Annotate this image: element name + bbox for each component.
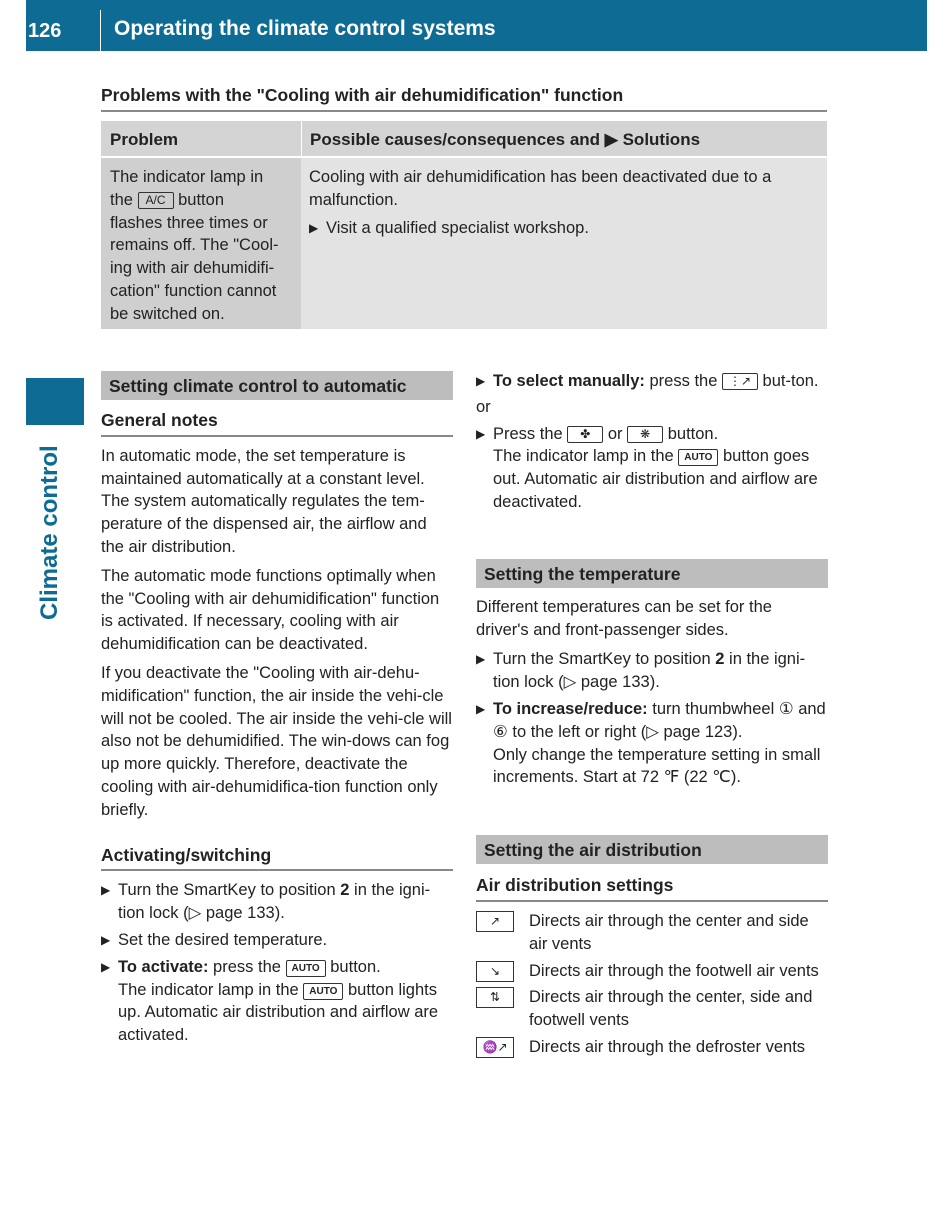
step-text-part: Press the — [493, 424, 568, 443]
step-item — [101, 879, 453, 925]
step-text-part: button. — [325, 957, 381, 976]
cause-text: Cooling with air dehumidification has been deactivated due to a malfunction. — [309, 168, 772, 209]
paragraph: The automatic mode functions optimally when the "Cooling with air dehumidification" function is activated. If necessary, cooling with air dehumidification can be deactivated. — [101, 566, 440, 654]
table-header-row — [101, 121, 827, 158]
step-arrow-icon: ▶ — [476, 426, 486, 441]
fan-decrease-icon: ❋ — [627, 426, 663, 443]
step-text-part: The indicator lamp in the — [493, 447, 679, 466]
step-text-bold: To select manually: — [493, 372, 645, 390]
step-text-part: button. — [663, 424, 719, 443]
list-item-text: Directs air through the footwell air vents — [529, 961, 819, 980]
step-text-bold: 2 — [715, 650, 725, 669]
sidebar-label-wrap — [36, 320, 72, 620]
paragraph: If you deactivate the "Cooling with air-dehu-midification" function, the air inside the vehi-cle will not be cooled. The air inside the vehi-cle will also not be dehumidified. The win-dows can fog up more quickly. Therefore, deactivate the cooling with air-dehumidifica-tion function only briefly. — [101, 663, 452, 819]
problem-line: be switched on. — [110, 304, 225, 323]
problem-line: ing with air dehumidifi- — [110, 259, 275, 278]
problem-line-button — [110, 189, 292, 212]
step-arrow-icon: ▶ — [476, 374, 486, 388]
step-arrow-icon: ▶ — [101, 883, 111, 898]
auto-button-icon: AUTO — [678, 449, 718, 466]
step-text-part: in the igni-tion lock (▷ page 133). — [118, 881, 431, 923]
activating-heading: Activating/switching — [101, 844, 453, 872]
step-text-part: Turn the SmartKey to position — [118, 881, 341, 900]
step-text-part: but-ton. — [757, 372, 819, 390]
solution-cell — [301, 158, 827, 329]
problem-button-word: button — [178, 190, 224, 209]
problem-line: flashes three times or — [110, 213, 268, 232]
list-item-text: Directs air through the center and side air vents — [529, 911, 809, 953]
problems-table — [101, 121, 827, 329]
table-row — [101, 158, 827, 329]
solution-text: Visit a qualified specialist workshop. — [326, 219, 589, 237]
step-text — [118, 879, 453, 925]
step-arrow-icon: ▶ — [101, 959, 111, 974]
step-text-part: press the — [208, 957, 286, 976]
list-item — [476, 986, 828, 1032]
step-text — [493, 370, 828, 393]
section-title-automatic: Setting climate control to automatic — [101, 371, 453, 400]
step-item — [101, 956, 453, 1047]
step-text-part: The indicator lamp in the — [118, 980, 304, 999]
auto-button-icon: AUTO — [303, 983, 343, 1000]
header-problem: Problem — [110, 130, 179, 149]
page-title: Operating the climate control systems — [114, 17, 496, 40]
problem-line: The indicator lamp in — [110, 168, 264, 186]
list-item — [476, 910, 828, 956]
step-arrow-icon: ▶ — [476, 701, 486, 716]
defroster-vents-icon: ♒↗ — [476, 1037, 514, 1058]
center-side-vents-icon: ↗ — [476, 911, 514, 932]
step-arrow-icon: ▶ — [476, 652, 486, 667]
problem-cell — [101, 158, 301, 329]
step-text-bold: 2 — [340, 881, 350, 900]
paragraph: Different temperatures can be set for the driver's and front-passenger sides. — [476, 597, 772, 639]
step-item — [476, 648, 828, 694]
sidebar-label: Climate control — [36, 445, 63, 620]
step-text — [493, 698, 828, 789]
footwell-vents-icon: ↘ — [476, 961, 514, 982]
step-text-bold: To increase/reduce: — [493, 699, 648, 718]
header-solutions: Possible causes/consequences and ▶ Solutions — [301, 121, 827, 156]
fan-increase-icon: ✤ — [567, 426, 603, 443]
step-text-part: Turn the SmartKey to position — [493, 650, 716, 669]
center-side-footwell-vents-icon: ⇅ — [476, 987, 514, 1008]
right-column — [476, 370, 828, 1059]
step-text — [118, 956, 453, 1047]
step-text-part: button lights up. Automatic air distribution and airflow are activated. — [118, 980, 439, 1045]
page-number: 126 — [28, 20, 62, 42]
problems-rule — [101, 110, 827, 112]
step-text-part: or — [603, 424, 628, 443]
or-text: or — [476, 397, 491, 416]
problem-line: cation" function cannot — [110, 281, 277, 300]
solution-step — [309, 217, 819, 240]
problems-title: Problems with the "Cooling with air dehumidification" function — [101, 85, 624, 105]
section-title-temperature: Setting the temperature — [476, 559, 828, 588]
step-text-part: button goes out. Automatic air distribution and airflow are deactivated. — [493, 447, 818, 511]
list-item — [476, 1036, 828, 1059]
left-column — [101, 371, 453, 1047]
step-item — [476, 370, 828, 393]
air-distribution-button-icon: ⋮↗ — [722, 373, 758, 390]
step-arrow-icon: ▶ — [101, 932, 111, 947]
step-item — [101, 929, 453, 952]
air-distribution-list — [476, 910, 828, 1059]
problem-the: the — [110, 190, 133, 209]
auto-button-icon: AUTO — [286, 960, 326, 977]
step-text: Set the desired temperature. — [118, 930, 328, 949]
step-text — [493, 648, 828, 694]
general-notes-heading: General notes — [101, 409, 453, 437]
step-arrow-icon: ▶ — [309, 221, 319, 235]
step-text — [493, 423, 828, 514]
list-item-text: Directs air through the defroster vents — [529, 1037, 806, 1056]
step-text-bold: To activate: — [118, 957, 209, 976]
list-item — [476, 960, 828, 983]
section-title-air-distribution: Setting the air distribution — [476, 835, 828, 864]
step-text-part: Only change the temperature setting in small increments. Start at 72 ℉ (22 ℃). — [493, 745, 821, 787]
step-text-part: press the — [644, 372, 722, 390]
step-text-part: turn thumbwheel ① and ⑥ to the left or right (▷ page 123). — [493, 699, 826, 741]
step-item — [476, 698, 828, 789]
problem-line: remains off. The "Cool- — [110, 236, 279, 255]
step-item — [476, 423, 828, 514]
ac-button-icon: A/C — [138, 192, 174, 209]
air-distribution-settings-heading: Air distribution settings — [476, 874, 828, 902]
list-item-text: Directs air through the center, side and footwell vents — [529, 988, 813, 1030]
step-text-part: in the igni-tion lock (▷ page 133). — [493, 650, 806, 692]
paragraph: In automatic mode, the set temperature is maintained automatically at a constant level. The system automatically regulates the tem-perature of the dispensed air, the airflow and the air distribution. — [101, 446, 427, 556]
header-divider — [100, 10, 101, 51]
